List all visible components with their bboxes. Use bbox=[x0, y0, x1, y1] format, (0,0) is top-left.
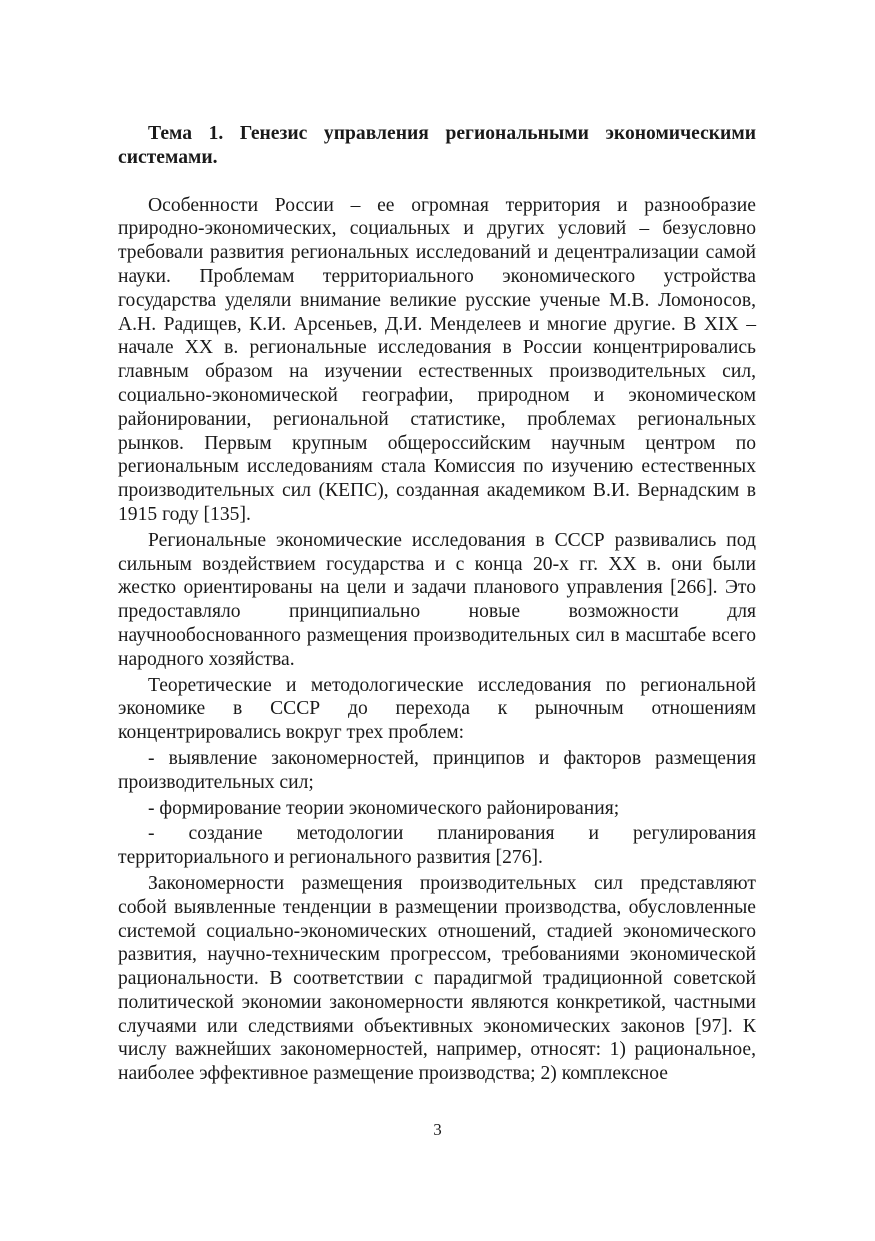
page-number: 3 bbox=[433, 1120, 442, 1139]
list-item: - создание методологии планирования и регулирования территориального и регионального развития [276]. bbox=[118, 823, 756, 869]
section-heading: Тема 1. Генезис управления региональными экономическими системами. bbox=[118, 123, 756, 168]
paragraph-3: Теоретические и методологические исследования по региональной экономике в СССР до перехода к рыночным отношениям концентрировались вокруг трех проблем: bbox=[118, 674, 756, 744]
paragraph-final: Закономерности размещения производительных сил представляют собой выявленные тенденции в размещении производства, обусловленные системой социально-экономических отношений, стадией экономического развития, научно-техническим прогрессом, требованиями экономической рациональности. В соответствии с парадигмой традиционной советской политической экономии закономерности являются конкретикой, частными случаями или следствиями объективных экономических законов [97]. К числу важнейших закономерностей, например, относят: 1) рациональное, наиболее эффективное размещение производства; 2) комплексное bbox=[118, 872, 756, 1085]
list-item: - формирование теории экономического районирования; bbox=[148, 797, 620, 819]
paragraph-1: Особенности России – ее огромная территория и разнообразие природно-экономических, социальных и других условий – безусловно требовали развития региональных исследований и децентрализации самой науки. Проблемам территориального экономического устройства государства уделяли внимание великие русские ученые М.В. Ломоносов, А.Н. Радищев, К.И. Арсеньев, Д.И. Менделеев и многие другие. В XIX – начале XX в. региональные исследования в России концентрировались главным образом на изучении естественных производительных сил, социально-экономической географии, природном и экономическом районировании, региональной статистике, проблемах региональных рынков. Первым крупным общероссийским научным центром по региональным исследованиям стала Комиссия по изучению естественных производительных сил (КЕПС), созданная академиком В.И. Вернадским в 1915 году [135]. bbox=[118, 194, 756, 525]
paragraph-2: Региональные экономические исследования в СССР развивались под сильным воздействием государства и с конца 20-х гг. XX в. они были жестко ориентированы на цели и задачи планового управления [266]. Это предоставляло принципиально новые возможности для научнообоснованного размещения производительных сил в масштабе всего народного хозяйства. bbox=[118, 529, 756, 670]
page-content bbox=[118, 122, 756, 1086]
list-item: - выявление закономерностей, принципов и факторов размещения производительных сил; bbox=[118, 747, 756, 793]
